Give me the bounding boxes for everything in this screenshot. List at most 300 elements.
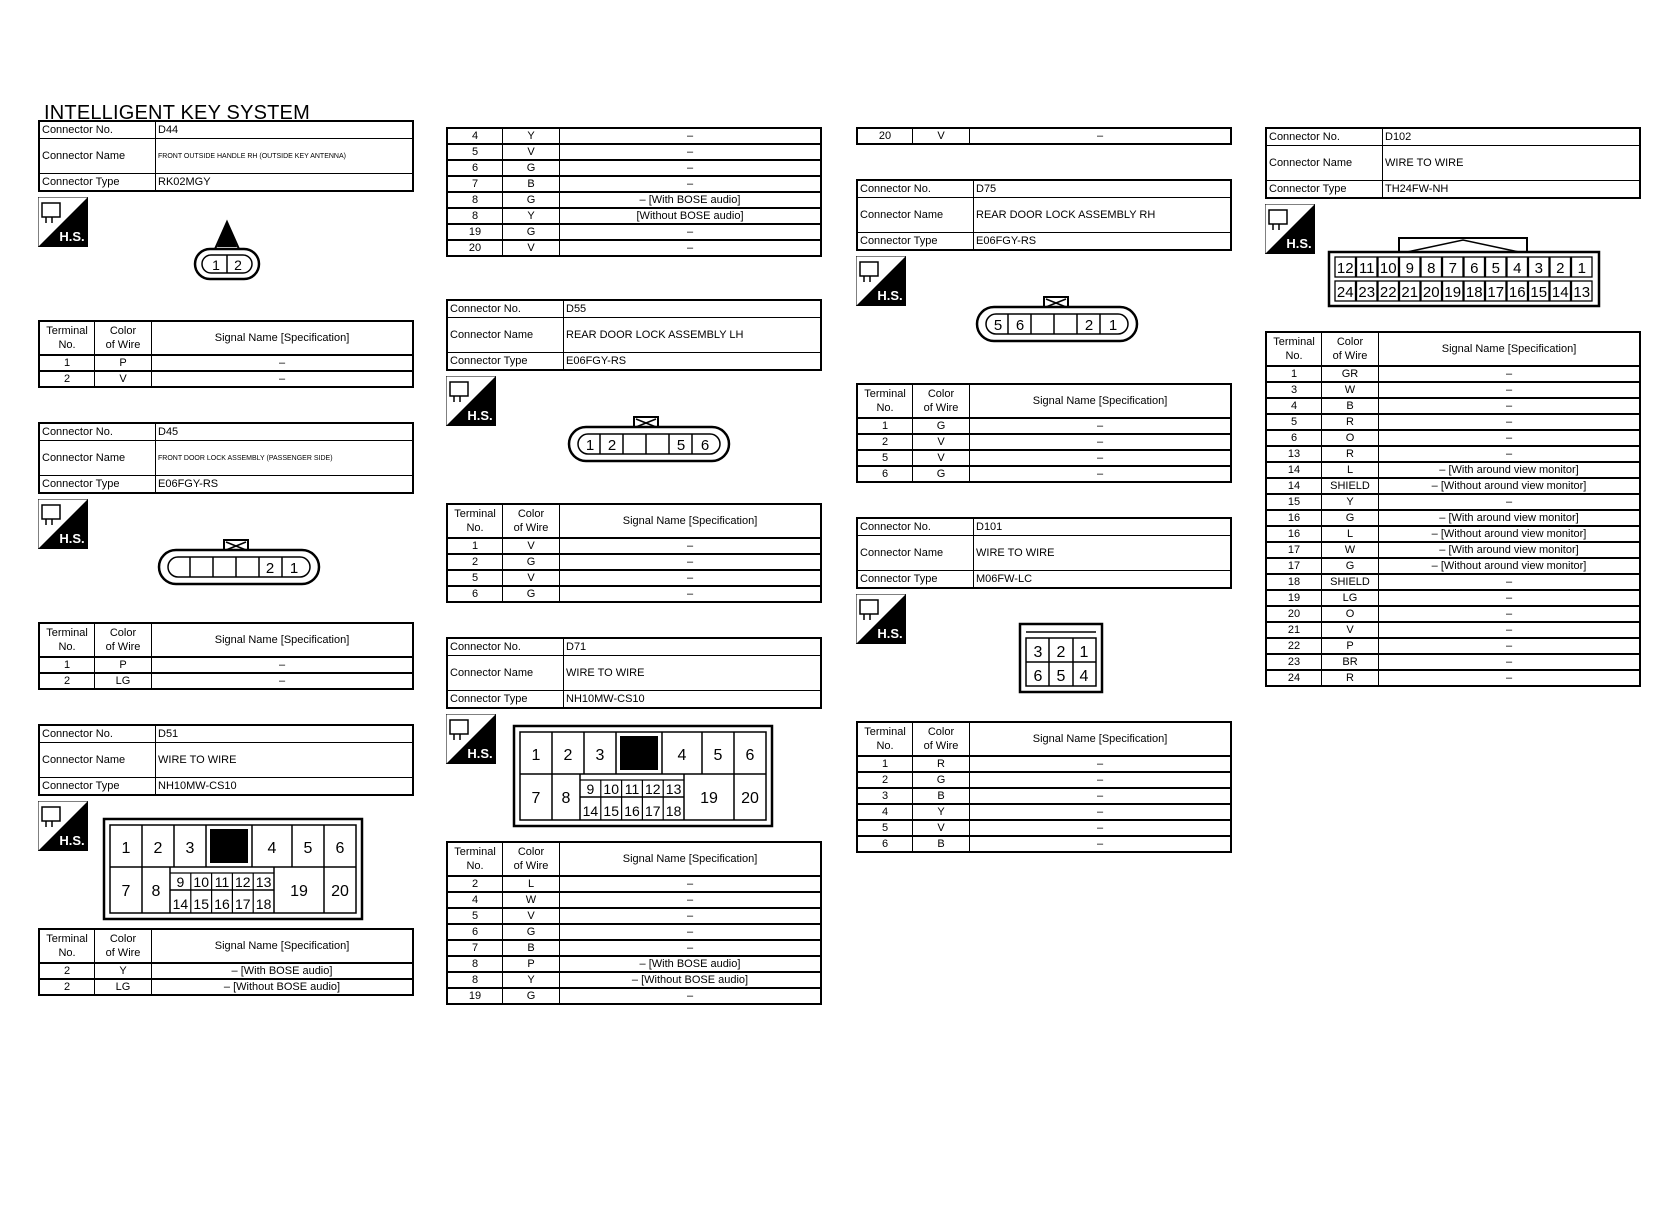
terminal-no: 8 [447,208,503,224]
terminal-table-d101: Terminal No. Color of Wire Signal Name [Specification] 1 R – 2 G – 3 B – 4 Y – 5 V – 6 B – [856,721,1232,853]
signal-name: – [1379,494,1641,510]
signal-name: – [970,466,1232,482]
pin-2: 2 [607,437,617,454]
pin-14: 14 [582,803,599,819]
signal-name: – [With BOSE audio] [560,192,822,208]
table-row [447,128,821,144]
signal-name: – [560,160,822,176]
table-row [447,224,821,240]
wire-color: V [503,144,560,160]
table-row [39,963,413,979]
connector-info-d71: Connector No. D71 Connector Name WIRE TO WIRE Connector Type NH10MW-CS10 [446,637,822,709]
terminal-no: 6 [857,836,913,852]
wire-color: BR [1322,654,1379,670]
svg-text:H.S.: H.S. [877,288,903,303]
pin-12: 12 [1336,260,1354,277]
pin-14: 14 [172,896,189,912]
pin-4: 4 [1079,668,1089,685]
table-row [1266,526,1640,542]
signal-name: – [1379,622,1641,638]
connector-no: D101 [974,518,1232,536]
latch-ramp [1407,240,1519,252]
terminal-table-d102: Terminal No. Color of Wire Signal Name [Specification] 1 GR – 3 W – 4 B – 5 R – 6 O – 13 R – 14 L – [With around view monitor] 14 SHIELD – [Without around view monitor] 15 Y – 16 G – [With around view monitor] 16 L – [Without around view monitor] 17 W – [With around view monitor] 17 G – [Without around view monitor] 18 SHIELD – 19 LG – 20 O – 21 V – 22 P – 23 BR – 24 R – [1265,331,1641,687]
table-row [1266,494,1640,510]
terminal-table-d45: Terminal No. Color of Wire Signal Name [Specification] 1 P – 2 LG – [38,622,414,690]
wire-color: P [503,956,560,972]
terminal-table-d51: Terminal No. Color of Wire Signal Name [Specification] 2 Y – [With BOSE audio] 2 LG – [Without BOSE audio] [38,928,414,996]
terminal-no: 7 [447,176,503,192]
signal-name: – [560,940,822,956]
terminal-no: 20 [857,128,913,144]
signal-name: – [560,144,822,160]
signal-name: – [1379,398,1641,414]
connector-no: D44 [156,121,414,139]
table-row [447,192,821,208]
connector-type: NH10MW-CS10 [564,691,822,709]
terminal-no: 6 [857,466,913,482]
pin-13: 13 [255,874,272,890]
table-row [1266,414,1640,430]
wire-color: V [1322,622,1379,638]
terminal-table-d75: Terminal No. Color of Wire Signal Name [Specification] 1 G – 2 V – 5 V – 6 G – [856,383,1232,483]
wire-color: W [1322,382,1379,398]
signal-name: – [1379,366,1641,382]
terminal-no: 14 [1266,478,1322,494]
harness-side-icon [856,594,906,644]
wire-color: L [1322,526,1379,542]
signal-name: – [560,908,822,924]
signal-name: – [With BOSE audio] [152,963,414,979]
connector-name-label: Connector Name [39,441,156,476]
terminal-no: 6 [1266,430,1322,446]
connector-type-label: Connector Type [39,174,156,192]
terminal-no: 5 [447,908,503,924]
wire-color: L [503,876,560,892]
wire-color: G [913,772,970,788]
connector-diagram [38,494,416,622]
pin-2: 2 [1084,317,1094,334]
table-row [1266,622,1640,638]
connector-face-d101 [1018,622,1104,694]
connector-block-d102 [1265,127,1643,687]
column-1 [38,120,416,996]
wire-color: R [1322,670,1379,686]
terminal-no: 8 [447,972,503,988]
terminal-no: 2 [39,673,95,689]
wire-color: G [503,988,560,1004]
table-row [39,371,413,387]
pin-5: 5 [676,437,686,454]
wire-color: G [503,554,560,570]
wire-color: V [913,434,970,450]
wire-color: G [913,466,970,482]
pin-1: 1 [585,437,595,454]
svg-text:H.S.: H.S. [467,408,493,423]
pin-7: 7 [1448,260,1457,277]
table-row [1266,446,1640,462]
terminal-no: 5 [447,570,503,586]
pin-1: 1 [1108,317,1118,334]
connector-name: FRONT DOOR LOCK ASSEMBLY (PASSENGER SIDE) [156,441,414,476]
table-row [39,355,413,371]
pin-15: 15 [193,896,209,912]
pin-16: 16 [624,803,640,819]
pin-11: 11 [214,874,230,890]
harness-side-icon [446,376,496,426]
column-3 [856,127,1234,853]
wire-color: Y [503,208,560,224]
connector-no-label: Connector No. [39,121,156,139]
terminal-table-d44 [38,320,414,388]
connector-type: RK02MGY [156,174,414,192]
signal-name: – [560,586,822,602]
terminal-no: 15 [1266,494,1322,510]
terminal-table-d71: Terminal No. Color of Wire Signal Name [Specification] 2 L – 4 W – 5 V – 6 G – 7 B – 8 P – [With BOSE audio] 8 Y – [Without BOSE audio] 19 G – [446,841,822,1005]
table-row [857,804,1231,820]
connector-name: REAR DOOR LOCK ASSEMBLY LH [564,318,822,353]
terminal-no: 3 [1266,382,1322,398]
connector-diagram [38,796,416,928]
pin-20: 20 [331,883,349,900]
terminal-no: 5 [857,820,913,836]
pin-1: 1 [1079,644,1089,661]
signal-name: – [1379,414,1641,430]
connector-info-d51: Connector No. D51 Connector Name WIRE TO WIRE Connector Type NH10MW-CS10 [38,724,414,796]
connector-name: WIRE TO WIRE [1383,146,1641,181]
signal-name: – [970,434,1232,450]
connector-type: NH10MW-CS10 [156,778,414,796]
pin-13: 13 [665,781,682,797]
svg-text:H.S.: H.S. [877,626,903,641]
connector-no: D71 [564,638,822,656]
table-row [447,908,821,924]
connector-block-d75 [856,179,1234,483]
signal-name: – [970,804,1232,820]
pin-18: 18 [1465,284,1483,301]
pin-5: 5 [993,317,1003,334]
connector-name: WIRE TO WIRE [156,743,414,778]
terminal-no: 13 [1266,446,1322,462]
pin-3: 3 [185,840,195,857]
signal-name: – [With BOSE audio] [560,956,822,972]
signal-name: – [560,892,822,908]
pin-24: 24 [1336,284,1354,301]
table-row [857,418,1231,434]
pin-9: 9 [176,874,185,890]
signal-name: – [1379,590,1641,606]
terminal-no: 5 [857,450,913,466]
signal-name: – [560,876,822,892]
table-row [39,657,413,673]
terminal-no: 6 [447,924,503,940]
signal-name: – [1379,654,1641,670]
wire-color: B [913,836,970,852]
connector-name: WIRE TO WIRE [974,536,1232,571]
terminal-no: 5 [447,144,503,160]
connector-no-label: Connector No. [39,423,156,441]
signal-name: – [With around view monitor] [1379,542,1641,558]
connector-face-d44 [192,219,262,284]
wire-color: Y [503,128,560,144]
terminal-no: 20 [447,240,503,256]
terminal-no: 1 [447,538,503,554]
wire-color: R [913,756,970,772]
harness-side-icon [856,256,906,306]
wire-color: G [913,418,970,434]
connector-diagram [856,589,1234,721]
table-row [447,586,821,602]
pin-23: 23 [1358,284,1376,301]
terminal-no: 19 [447,224,503,240]
table-row [1266,590,1640,606]
pin-2: 2 [153,840,163,857]
signal-name: [Without BOSE audio] [560,208,822,224]
signal-name: – [1379,430,1641,446]
pin-11: 11 [1358,260,1375,277]
wire-color: G [503,224,560,240]
pin-2: 2 [1556,260,1565,277]
pin-10: 10 [193,874,209,890]
svg-text:H.S.: H.S. [59,833,85,848]
pin-6: 6 [700,437,710,454]
wire-color: R [1322,414,1379,430]
connector-info-d102: Connector No. D102 Connector Name WIRE TO WIRE Connector Type TH24FW-NH [1265,127,1641,199]
pin-1: 1 [212,257,220,273]
pin-9: 9 [1405,260,1414,277]
connector-type: TH24FW-NH [1383,181,1641,199]
signal-name-header: Signal Name [Specification] [152,321,414,355]
pin-6: 6 [1015,317,1025,334]
signal-name: – [560,176,822,192]
table-row [1266,366,1640,382]
harness-side-icon [38,801,88,851]
terminal-no: 14 [1266,462,1322,478]
table-row [1266,398,1640,414]
terminal-no: 1 [39,355,95,371]
svg-text:H.S.: H.S. [59,531,85,546]
wire-color: P [1322,638,1379,654]
signal-name: – [1379,574,1641,590]
wire-color: V [503,570,560,586]
connector-info-d45 [38,422,414,494]
connector-no: D102 [1383,128,1641,146]
wire-color: P [95,657,152,673]
table-row [447,876,821,892]
table-row [447,208,821,224]
pin-3: 3 [1534,260,1543,277]
table-row [447,956,821,972]
wire-color: SHIELD [1322,574,1379,590]
wire-color: V [95,371,152,387]
table-row [1266,654,1640,670]
table-row [1266,462,1640,478]
pin-17: 17 [645,803,661,819]
terminal-no: 16 [1266,510,1322,526]
pin-12: 12 [645,781,661,797]
signal-name: – [1379,382,1641,398]
table-row [857,788,1231,804]
terminal-no: 17 [1266,558,1322,574]
table-row [1266,638,1640,654]
connector-face-d71 [512,724,774,828]
terminal-table-d51-continued [446,127,822,257]
wire-color: Y [1322,494,1379,510]
wire-color: R [1322,446,1379,462]
wire-color: B [913,788,970,804]
signal-name: – [Without BOSE audio] [560,972,822,988]
table-row [1266,670,1640,686]
pin-16: 16 [1508,284,1526,301]
connector-face-d102 [1327,232,1601,308]
table-row [857,466,1231,482]
terminal-no: 2 [857,434,913,450]
wire-color: LG [95,673,152,689]
wire-color: W [503,892,560,908]
pin-20: 20 [741,790,759,807]
pin-5: 5 [1491,260,1500,277]
pin-19: 19 [700,790,718,807]
wire-color: V [913,820,970,836]
connector-block-d55 [446,299,824,603]
table-row [447,924,821,940]
pin-4: 4 [677,747,687,764]
pin-13: 13 [1573,284,1591,301]
terminal-no: 4 [857,804,913,820]
harness-side-icon [38,197,88,247]
pin-19: 19 [290,883,308,900]
pin-3: 3 [1033,644,1043,661]
wire-color: B [1322,398,1379,414]
connector-no: D51 [156,725,414,743]
table-row [447,940,821,956]
wire-color: LG [95,979,152,995]
table-row [447,160,821,176]
terminal-no: 4 [447,128,503,144]
terminal-no: 3 [857,788,913,804]
wire-color: B [503,176,560,192]
signal-name: – [1379,638,1641,654]
pin-2: 2 [1056,644,1066,661]
terminal-no: 1 [1266,366,1322,382]
connector-diagram [38,192,416,320]
wire-color: G [1322,510,1379,526]
pin-8: 8 [561,790,571,807]
terminal-no: 21 [1266,622,1322,638]
terminal-no: 5 [1266,414,1322,430]
wire-color: Y [503,972,560,988]
signal-name: – [Without around view monitor] [1379,558,1641,574]
connector-type: M06FW-LC [974,571,1232,589]
wire-color: G [503,192,560,208]
column-2 [446,127,824,1005]
pin-9: 9 [586,781,595,797]
pin-6: 6 [1033,668,1043,685]
terminal-no: 7 [447,940,503,956]
wire-color: O [1322,430,1379,446]
connector-no: D45 [156,423,414,441]
terminal-no: 8 [447,192,503,208]
table-row [447,240,821,256]
connector-face-d51 [102,817,364,921]
terminal-no: 23 [1266,654,1322,670]
signal-name: – [1379,446,1641,462]
pin-17: 17 [235,896,251,912]
signal-name: – [970,788,1232,804]
pin-12: 12 [235,874,251,890]
pin-1: 1 [289,560,299,577]
table-row [857,450,1231,466]
connector-name: WIRE TO WIRE [564,656,822,691]
signal-name: – [Without around view monitor] [1379,478,1641,494]
terminal-no: 6 [447,586,503,602]
pin-18: 18 [255,896,272,912]
pin-17: 17 [1487,284,1505,301]
connector-info-d44 [38,120,414,192]
signal-name: – [With around view monitor] [1379,462,1641,478]
table-row [857,434,1231,450]
key-cavity [210,829,248,863]
connector-diagram [1265,199,1643,331]
pin-15: 15 [1530,284,1548,301]
pin-22: 22 [1379,284,1397,301]
signal-name: – [Without around view monitor] [1379,526,1641,542]
connector-face-d55 [566,415,732,465]
table-row [1266,430,1640,446]
terminal-no: 18 [1266,574,1322,590]
wire-color: W [1322,542,1379,558]
wire-color: B [503,940,560,956]
wire-color: O [1322,606,1379,622]
harness-side-icon [1265,204,1315,254]
terminal-no: 2 [447,554,503,570]
pin-15: 15 [603,803,619,819]
signal-name: – [152,657,414,673]
pin-11: 11 [624,781,640,797]
table-row [447,570,821,586]
pin-2: 2 [234,257,242,273]
terminal-no: 4 [447,892,503,908]
signal-name: – [1379,670,1641,686]
svg-text:H.S.: H.S. [467,746,493,761]
pin-20: 20 [1422,284,1440,301]
terminal-no: 1 [39,657,95,673]
connector-face-d45 [156,538,322,588]
connector-type: E06FGY-RS [564,353,822,371]
wire-color: P [95,355,152,371]
signal-name: – [152,355,414,371]
connector-info-d101: Connector No. D101 Connector Name WIRE TO WIRE Connector Type M06FW-LC [856,517,1232,589]
table-row [39,673,413,689]
terminal-no: 2 [447,876,503,892]
table-row [447,176,821,192]
signal-name: – [1379,606,1641,622]
table-row [1266,542,1640,558]
table-row [1266,606,1640,622]
terminal-no: 24 [1266,670,1322,686]
pin-16: 16 [214,896,230,912]
signal-name: – [560,988,822,1004]
terminal-no: 19 [1266,590,1322,606]
wire-color: LG [1322,590,1379,606]
terminal-no: 19 [447,988,503,1004]
terminal-table-d55: Terminal No. Color of Wire Signal Name [Specification] 1 V – 2 G – 5 V – 6 G – [446,503,822,603]
wire-color: G [503,160,560,176]
svg-text:H.S.: H.S. [1286,236,1312,251]
signal-name: – [Without BOSE audio] [152,979,414,995]
terminal-no: 2 [39,979,95,995]
signal-name: – [970,450,1232,466]
connector-info-d75: Connector No. D75 Connector Name REAR DOOR LOCK ASSEMBLY RH Connector Type E06FGY-RS [856,179,1232,251]
